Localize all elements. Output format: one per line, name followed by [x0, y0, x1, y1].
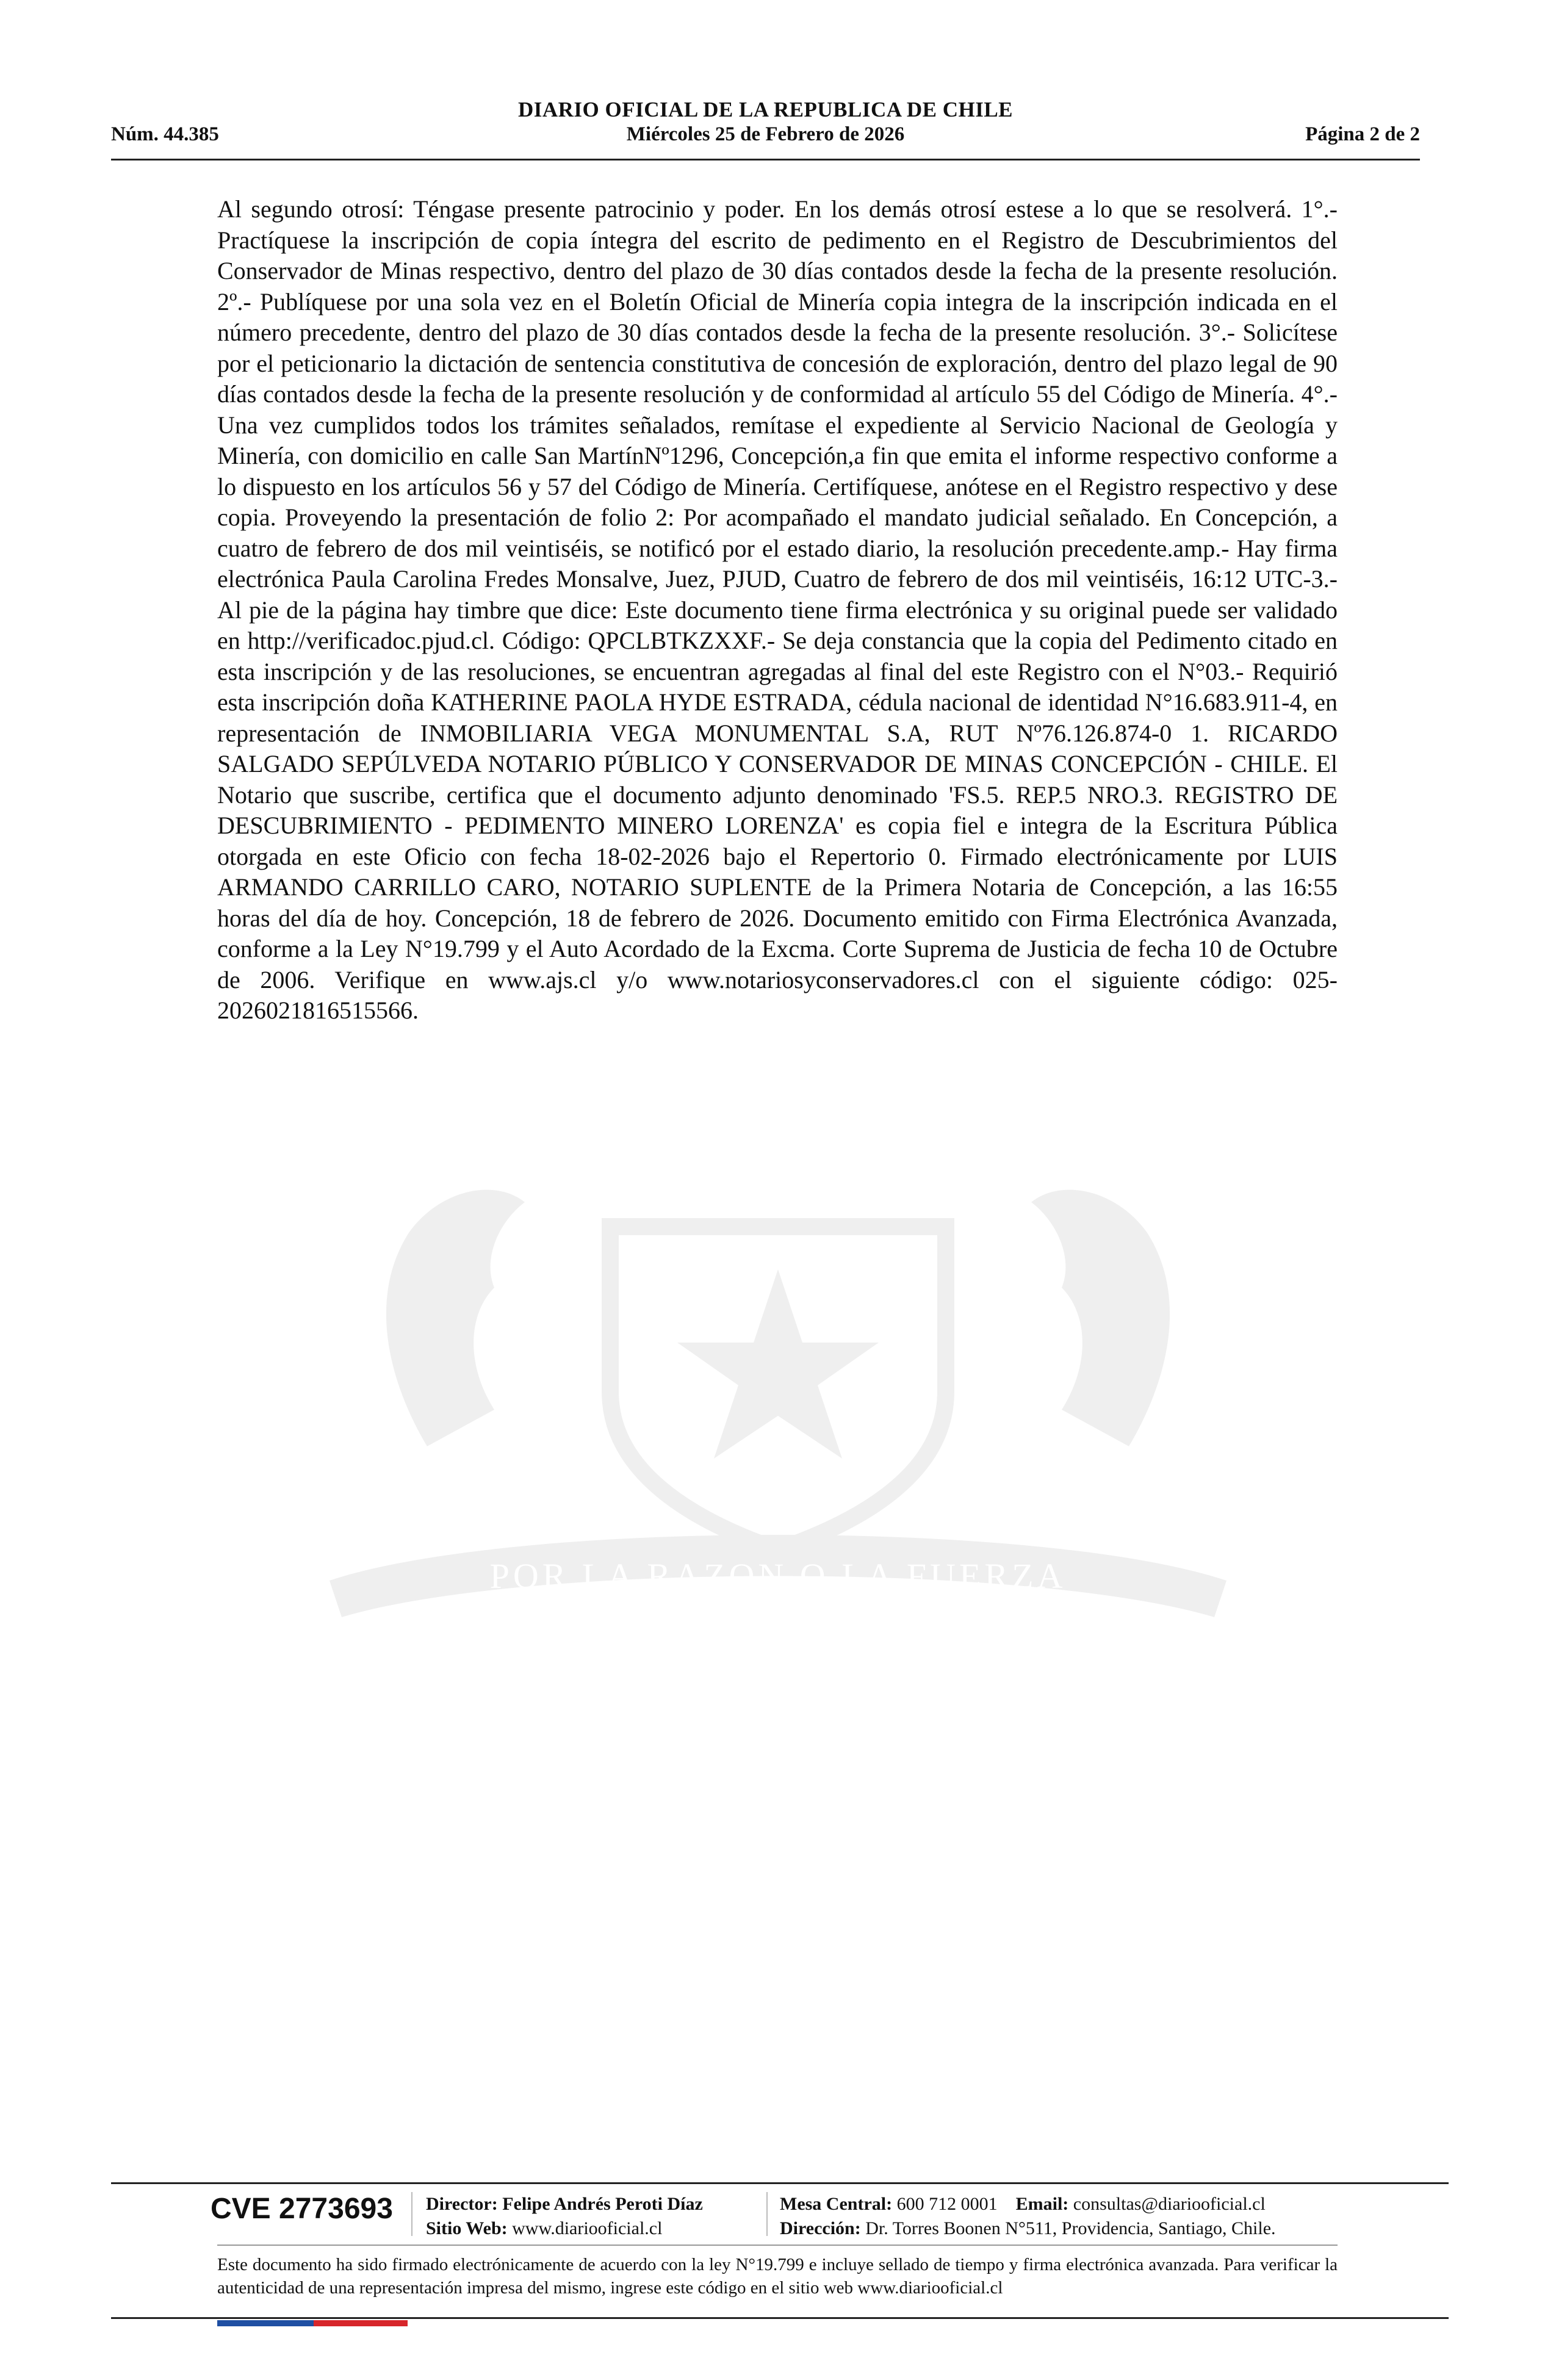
footer-divider [766, 2192, 768, 2236]
issue-date: Miércoles 25 de Febrero de 2026 [626, 123, 905, 145]
footer-top-rule [111, 2182, 1449, 2184]
page-indicator: Página 2 de 2 [1305, 123, 1420, 145]
director-label: Director: [426, 2194, 498, 2214]
footer-inner-rule [217, 2245, 1338, 2246]
huemul-silhouette [386, 1190, 525, 1446]
mesa-phone: 600 712 0001 [896, 2194, 998, 2214]
director-name: Felipe Andrés Peroti Díaz [502, 2194, 703, 2214]
issue-number: Núm. 44.385 [111, 123, 219, 145]
site-link[interactable]: www.diariooficial.cl [512, 2218, 663, 2238]
star-shape [677, 1269, 879, 1459]
page-header [111, 93, 1420, 160]
address-line [780, 2216, 1276, 2241]
contact-line [780, 2192, 1276, 2216]
site-label: Sitio Web: [426, 2218, 508, 2238]
address-label: Dirección: [780, 2218, 861, 2238]
director-line [426, 2192, 703, 2216]
site-line [426, 2216, 703, 2241]
flag-stripe-red [314, 2320, 408, 2326]
email-label: Email: [1015, 2194, 1069, 2214]
condor-silhouette [1031, 1190, 1170, 1446]
email-link[interactable]: consultas@diariooficial.cl [1073, 2194, 1266, 2214]
footer-divider [411, 2192, 412, 2236]
verification-notice: Este documento ha sido firmado electrónicamente de acuerdo con la ley N°19.799 e incluye sellado de tiempo y firma electrónica avanzada. Para verificar la autenticidad de una representación impresa del mismo, ingrese este código en el sitio web www.diariooficial.cl [217, 2255, 1338, 2298]
flag-stripe-blue [217, 2320, 314, 2326]
publication-title: DIARIO OFICIAL DE LA REPUBLICA DE CHILE [517, 98, 1014, 121]
coat-of-arms-watermark [207, 1129, 1349, 1666]
address-value: Dr. Torres Boonen N°511, Providencia, Santiago, Chile. [865, 2218, 1276, 2238]
mesa-label: Mesa Central: [780, 2194, 893, 2214]
footer-bottom-rule [111, 2317, 1449, 2319]
document-body: Al segundo otrosí: Téngase presente patrocinio y poder. En los demás otrosí estese a lo que se resolverá. 1°.- Practíquese la inscripción de copia íntegra del escrito de pedimento en el Registro de Descubrimientos del Conservador de Minas respectivo, dentro del plazo de 30 días contados desde la fecha de la presente resolución. 2º.- Publíquese por una sola vez en el Boletín Oficial de Minería copia integra de la inscripción indicada en el número precedente, dentro del plazo de 30 días contados desde la fecha de la presente resolución. 3°.- Solicítese por el peticionario la dictación de sentencia constitutiva de concesión de exploración, dentro del plazo legal de 90 días contados desde la fecha de la presente resolución y de conformidad al artículo 55 del Código de Minería. 4°.-Una vez cumplidos todos los trámites señalados, remítase el expediente al Servicio Nacional de Geología y Minería, con domicilio en calle San MartínNº1296, Concepción,a fin que emita el informe respectivo conforme a lo dispuesto en los artículos 56 y 57 del Código de Minería. Certifíquese, anótese en el Registro respectivo y dese copia. Proveyendo la presentación de folio 2: Por acompañado el mandato judicial señalado. En Concepción, a cuatro de febrero de dos mil veintiséis, se notificó por el estado diario, la resolución precedente.amp.- Hay firma electrónica Paula Carolina Fredes Monsalve, Juez, PJUD, Cuatro de febrero de dos mil veintiséis, 16:12 UTC-3.- Al pie de la página hay timbre que dice: Este documento tiene firma electrónica y su original puede ser validado en http://verificadoc.pjud.cl. Código: QPCLBTKZXXF.- Se deja constancia que la copia del Pedimento citado en esta inscripción y de las resoluciones, se encuentran agregadas al final del este Registro con el N°03.- Requirió esta inscripción doña KATHERINE PAOLA HYDE ESTRADA, cédula nacional de identidad N°16.683.911-4, en representación de INMOBILIARIA VEGA MONUMENTAL S.A, RUT Nº76.126.874-0 1. RICARDO SALGADO SEPÚLVEDA NOTARIO PÚBLICO Y CONSERVADOR DE MINAS CONCEPCIÓN - CHILE. El Notario que suscribe, certifica que el documento adjunto denominado 'FS.5. REP.5 NRO.3. REGISTRO DE DESCUBRIMIENTO - PEDIMENTO MINERO LORENZA' es copia fiel e integra de la Escritura Pública otorgada en este Oficio con fecha 18-02-2026 bajo el Repertorio 0. Firmado electrónicamente por LUIS ARMANDO CARRILLO CARO, NOTARIO SUPLENTE de la Primera Notaria de Concepción, a las 16:55 horas del día de hoy. Concepción, 18 de febrero de 2026. Documento emitido con Firma Electrónica Avanzada, conforme a la Ley N°19.799 y el Auto Acordado de la Excma. Corte Suprema de Justicia de fecha 10 de Octubre de 2006. Verifique en www.ajs.cl y/o www.notariosyconservadores.cl con el siguiente código: 025-2026021816515566. [217, 195, 1338, 1024]
cve-code: CVE 2773693 [211, 2193, 393, 2225]
footer-director-column [426, 2192, 703, 2241]
footer-contact-column [780, 2192, 1276, 2241]
motto-text: POR LA RAZON O LA FUERZA [489, 1556, 1067, 1596]
